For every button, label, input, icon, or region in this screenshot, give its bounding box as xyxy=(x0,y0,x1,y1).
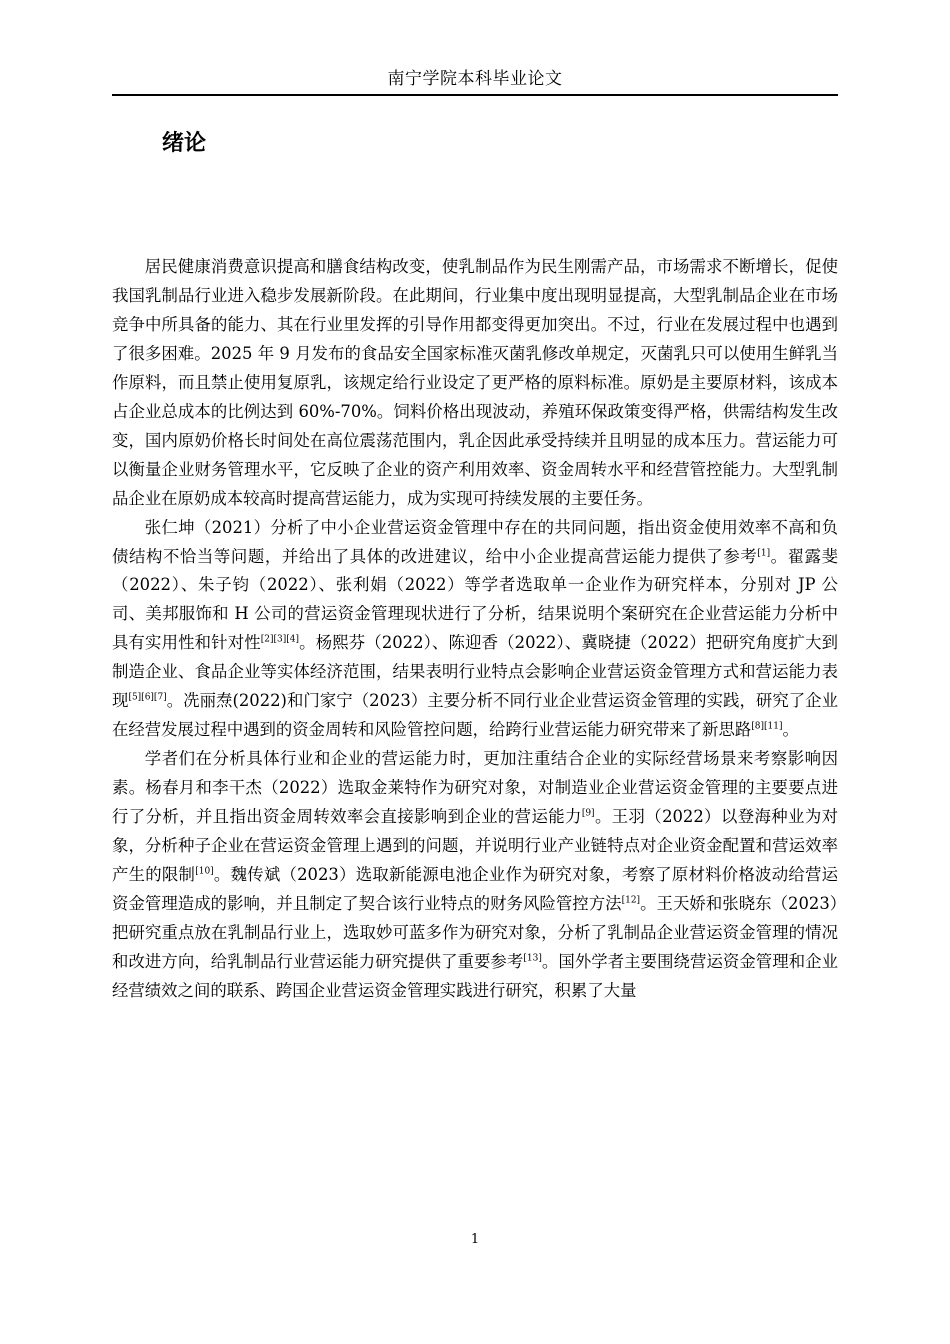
paragraph-3 xyxy=(112,745,838,1006)
paragraph-2-text: 。翟露斐（2022）、朱子钧（2022）、张利娟（2022）等学者选取单一企业作为研究样本，分别对 JP 公司、美邦服饰和 H 公司的营运资金管理现状进行了分析，结果说明个案研究在企业营运能力分析中具有实用性和针对性 xyxy=(112,546,839,653)
citation: [8][11] xyxy=(751,721,783,732)
paragraph-2-text: 。 xyxy=(782,720,799,740)
body-text xyxy=(112,253,838,1006)
citation: [10] xyxy=(195,866,214,877)
paragraph-2-text: 。冼丽焘(2022)和门家宁（2023）主要分析不同行业企业营运资金管理的实践，研究了企业在经营发展过程中遇到的资金周转和风险管控问题，给跨行业营运能力研究带来了新思路 xyxy=(112,691,839,740)
citation: [1] xyxy=(757,548,771,559)
paragraph-3-text: 学者们在分析具体行业和企业的营运能力时，更加注重结合企业的实际经营场景来考察影响因素。杨春月和李干杰（2022）选取金莱特作为研究对象，对制造业企业营运资金管理的主要要点进行了分析，并且指出资金周转效率会直接影响到企业的营运能力 xyxy=(112,749,838,827)
header-rule xyxy=(112,94,838,96)
paragraph-3-text: 。魏传斌（2023）选取新能源电池企业作为研究对象，考察了原材料价格波动给营运资金管理造成的影响，并且制定了契合该行业特点的财务风险管控方法 xyxy=(112,865,839,913)
paragraph-2-text: 张仁坤（2021）分析了中小企业营运资金管理中存在的共同问题，指出资金使用效率不高和负债结构不恰当等问题，并给出了具体的改进建议，给中小企业提高营运能力提供了参考 xyxy=(112,517,838,566)
citation: [13] xyxy=(523,953,542,964)
paragraph-3-text: 。王羽（2022）以登海种业为对象，分析种子企业在营运资金管理上遇到的问题，并说明行业产业链特点对企业资金配置和营运效率产生的限制 xyxy=(112,807,839,885)
page-number: 1 xyxy=(470,1232,480,1247)
chapter-title: 绪论 xyxy=(162,131,207,156)
paragraph-1: 居民健康消费意识提高和膳食结构改变，使乳制品作为民生刚需产品，市场需求不断增长，促使我国乳制品行业进入稳步发展新阶段。在此期间，行业集中度出现明显提高，大型乳制品企业在市场竞争中所具备的能力、其在行业里发挥的引导作用都变得更加突出。不过，行业在发展过程中也遇到了很多困难。2025 年 9 月发布的食品安全国家标准灭菌乳修改单规定，灭菌乳只可以使用生鲜乳当作原料，而且禁止使用复原乳，该规定给行业设定了更严格的原料标准。原奶是主要原材料，该成本占企业总成本的比例达到 60%-70%。饲料价格出现波动，养殖环保政策变得严格，供需结构发生改变，国内原奶价格长时间处在高位震荡范围内，乳企因此承受持续并且明显的成本压力。营运能力可以衡量企业财务管理水平，它反映了企业的资产利用效率、资金周转水平和经营管控能力。大型乳制品企业在原奶成本较高时提高营运能力，成为实现可持续发展的主要任务。 xyxy=(112,257,838,508)
paragraph-3-text: 。国外学者主要围绕营运资金管理和企业经营绩效之间的联系、跨国企业营运资金管理实践进行研究，积累了大量 xyxy=(112,951,839,1000)
page-header: 南宁学院本科毕业论文 xyxy=(387,69,563,89)
paragraph-3-text: 。王天娇和张晓东（2023）把研究重点放在乳制品行业上，选取妙可蓝多作为研究对象，分析了乳制品企业营运资金管理的情况和改进方向，给乳制品行业营运能力研究提供了重要参考 xyxy=(112,893,839,971)
citation: [9] xyxy=(581,808,595,819)
citation: [2][3][4] xyxy=(260,634,300,645)
paragraph-2-text: 。杨熙芬（2022）、陈迎香（2022）、冀晓捷（2022）把研究角度扩大到制造企业、食品企业等实体经济范围，结果表明行业特点会影响企业营运资金管理方式和营运能力表现 xyxy=(112,633,838,711)
citation: [5][6][7] xyxy=(128,692,167,703)
paragraph-2 xyxy=(112,514,838,746)
citation: [12] xyxy=(621,895,641,906)
